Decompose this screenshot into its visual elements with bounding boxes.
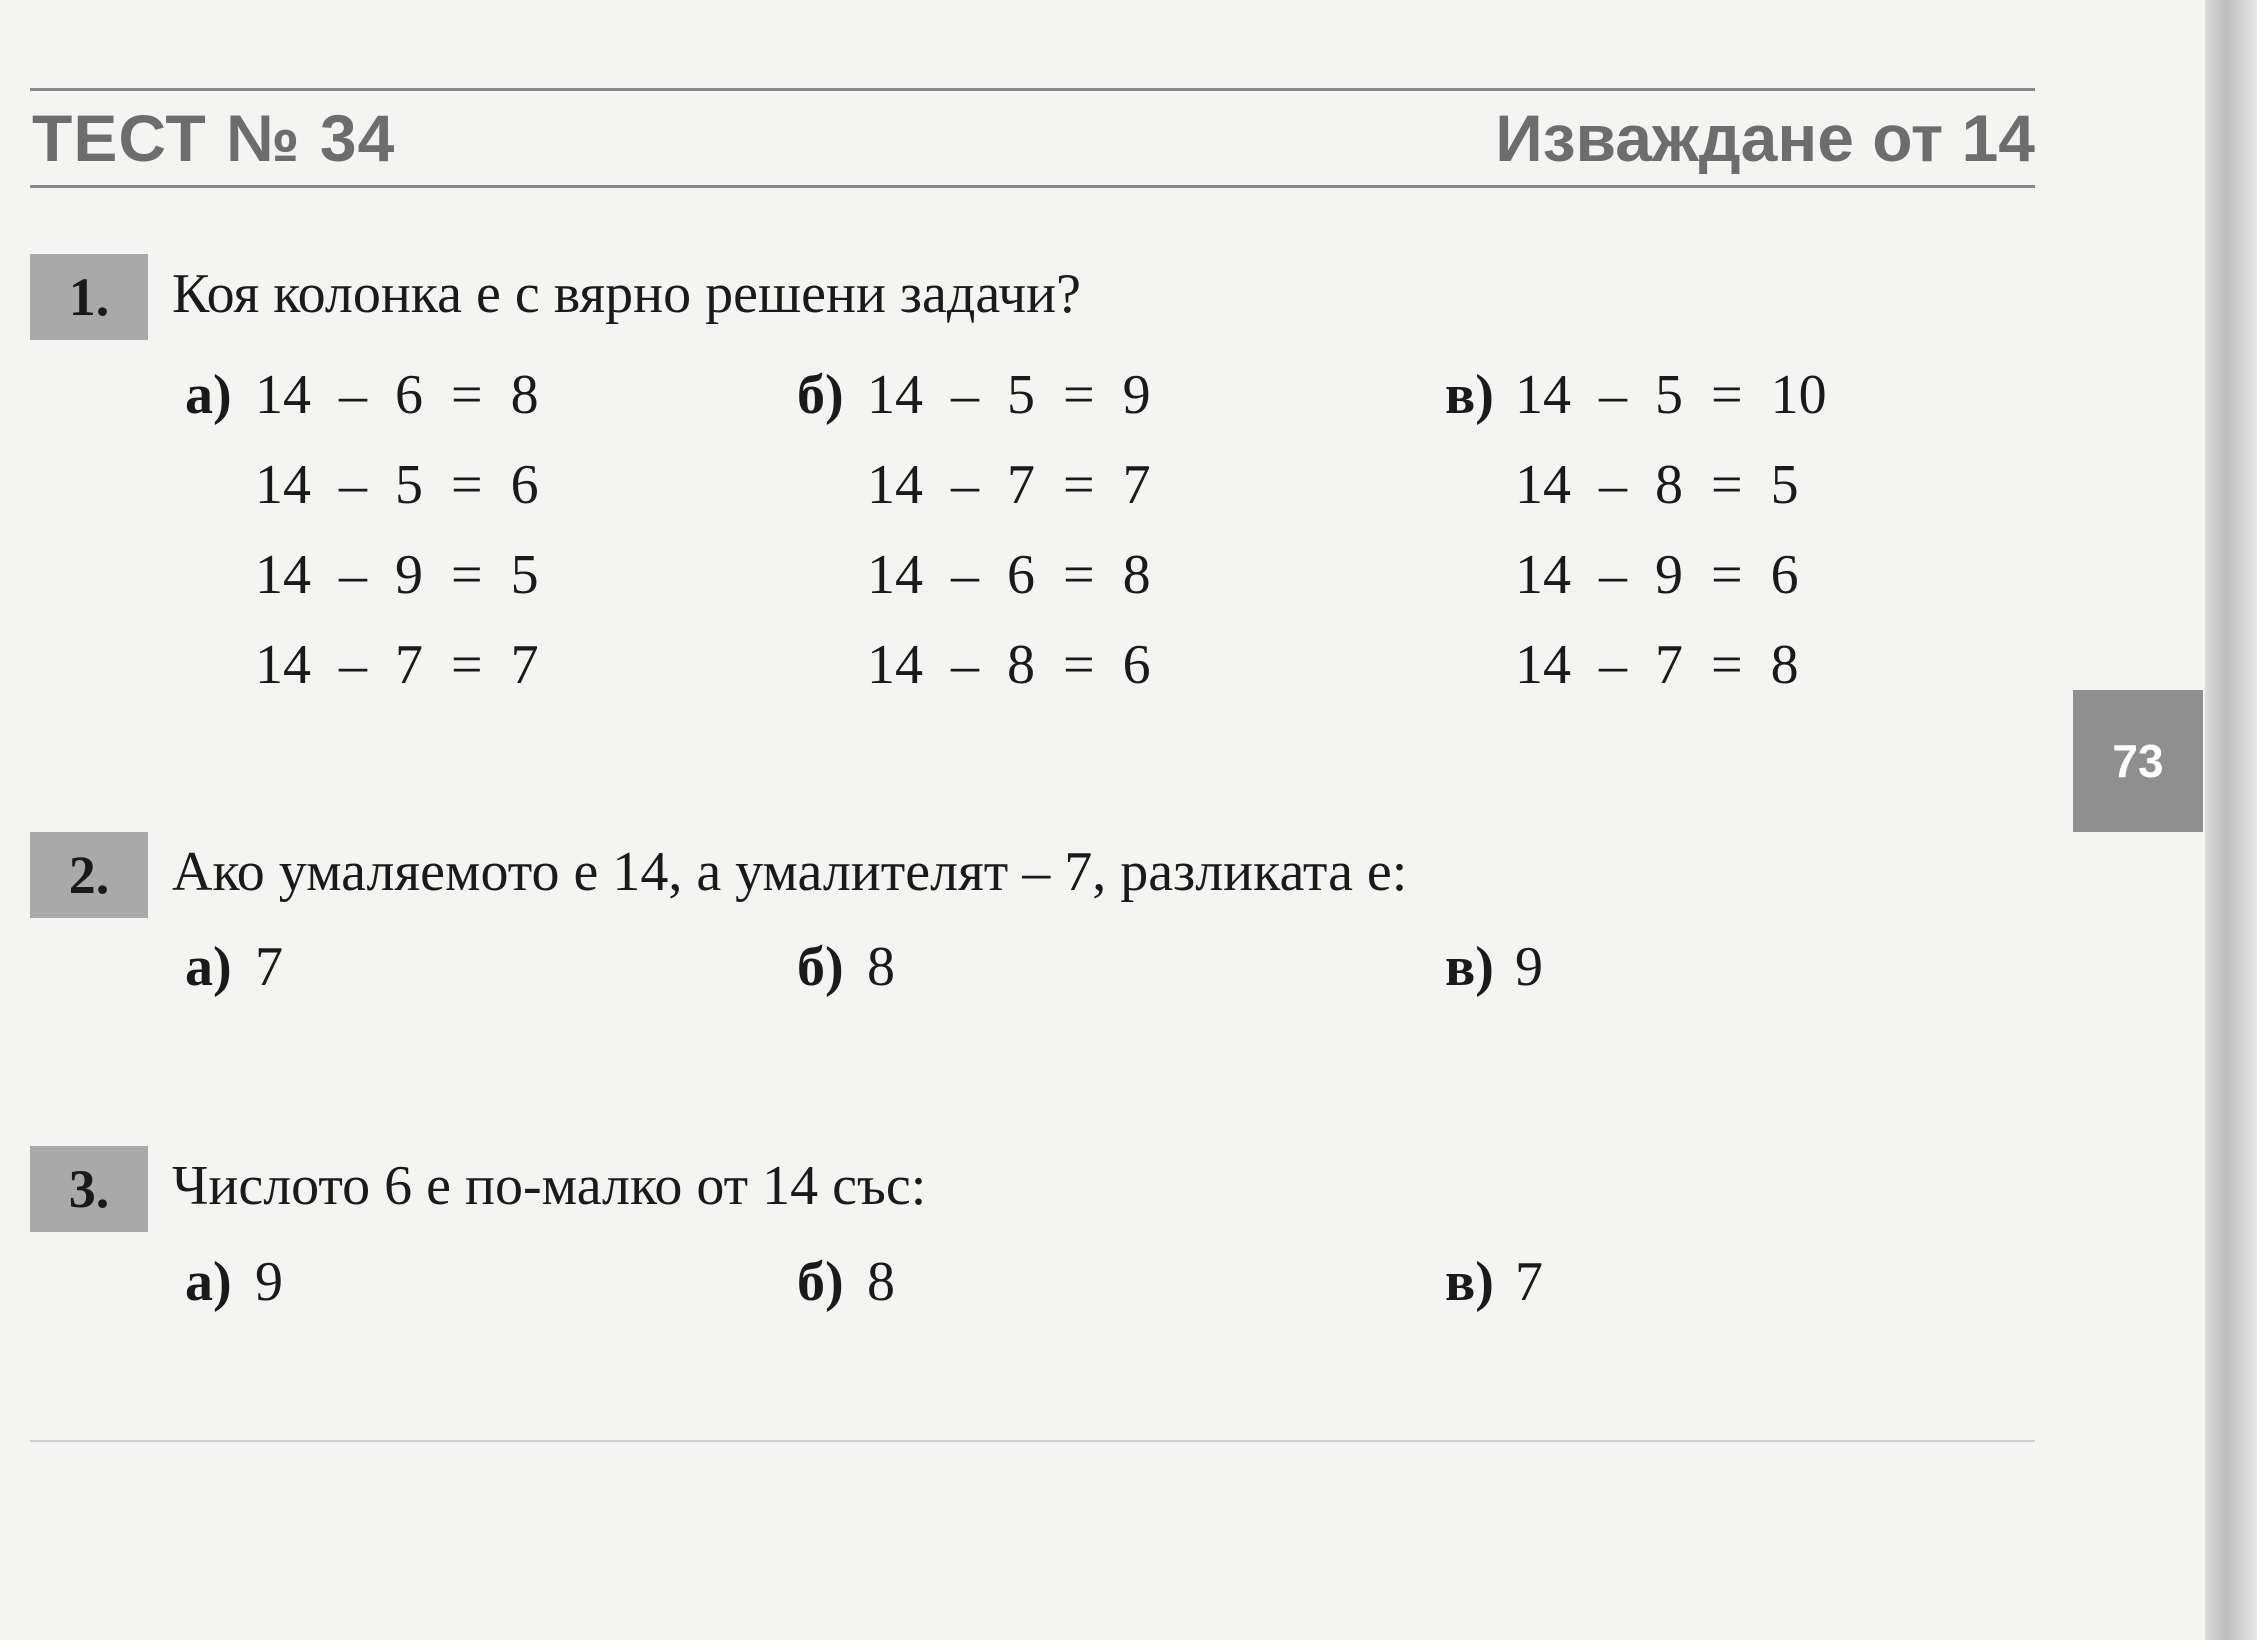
question-2-option-a[interactable] (185, 935, 283, 999)
question-1-column-c[interactable] (1445, 350, 1827, 710)
option-value: 8 (867, 936, 895, 998)
option-value: 9 (255, 1251, 283, 1313)
option-letter: а) (185, 936, 232, 998)
question-3-option-a[interactable] (185, 1250, 283, 1314)
option-value: 7 (1515, 1251, 1543, 1313)
question-2-option-b[interactable] (797, 935, 895, 999)
option-letter: в) (1445, 364, 1494, 426)
header-top-rule (30, 88, 2035, 91)
equation: 14 – 5 = 6 (255, 454, 539, 516)
equation: 14 – 7 = 7 (867, 454, 1151, 516)
equation: 14 – 8 = 5 (1515, 454, 1799, 516)
option-value: 9 (1515, 936, 1543, 998)
question-3-number: 3. (30, 1146, 148, 1232)
option-letter: а) (185, 364, 232, 426)
option-letter: в) (1445, 1251, 1494, 1313)
test-title: ТЕСТ № 34 (32, 101, 396, 175)
question-3-option-b[interactable] (797, 1250, 895, 1314)
question-1-column-b[interactable] (797, 350, 1151, 710)
question-2-option-c[interactable] (1445, 935, 1543, 999)
question-2-number: 2. (30, 832, 148, 918)
option-letter: б) (797, 364, 844, 426)
equation: 14 – 9 = 5 (255, 544, 539, 606)
page-number-tab: 73 (2073, 690, 2203, 832)
header-bottom-rule (30, 185, 2035, 188)
question-1-text: Коя колонка е с вярно решени задачи? (172, 263, 1081, 325)
equation: 14 – 6 = 8 (255, 364, 539, 426)
footer-rule (30, 1440, 2035, 1442)
option-letter: в) (1445, 936, 1494, 998)
topic-title: Изваждане от 14 (1495, 101, 2035, 175)
equation: 14 – 8 = 6 (867, 634, 1151, 696)
option-letter: б) (797, 936, 844, 998)
option-letter: б) (797, 1251, 844, 1313)
question-1-number: 1. (30, 254, 148, 340)
option-letter: а) (185, 1251, 232, 1313)
option-value: 7 (255, 936, 283, 998)
question-2-text: Ако умаляемото е 14, а умалителят – 7, разликата е: (172, 841, 1408, 903)
option-value: 8 (867, 1251, 895, 1313)
equation: 14 – 6 = 8 (867, 544, 1151, 606)
equation: 14 – 9 = 6 (1515, 544, 1799, 606)
page-edge (2205, 0, 2257, 1640)
equation: 14 – 5 = 9 (867, 364, 1151, 426)
question-3-option-c[interactable] (1445, 1250, 1543, 1314)
question-1-column-a[interactable] (185, 350, 539, 710)
equation: 14 – 7 = 7 (255, 634, 539, 696)
equation: 14 – 7 = 8 (1515, 634, 1799, 696)
question-3-text: Числото 6 е по-малко от 14 със: (172, 1155, 927, 1217)
equation: 14 – 5 = 10 (1515, 364, 1827, 426)
